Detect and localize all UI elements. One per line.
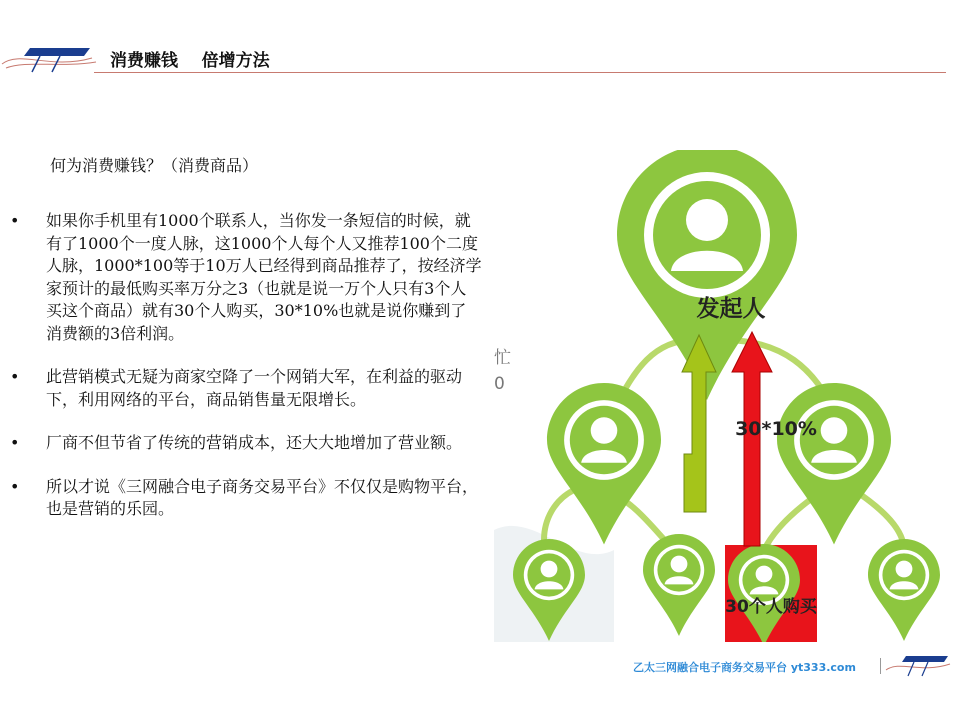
referral-pin-icon xyxy=(777,383,891,545)
bullet-marker: • xyxy=(10,476,20,496)
intro-question: 何为消费赚钱？（消费商品） xyxy=(50,156,259,175)
bullet-text: 厂商不但节省了传统的营销成本，还大大地增加了营业额。 xyxy=(46,433,463,452)
list-item xyxy=(10,476,482,521)
company-logo-icon xyxy=(0,40,100,74)
list-item xyxy=(10,210,482,345)
bullet-marker: • xyxy=(10,433,20,452)
bullet-text: 如果你手机里有1000个联系人，当你发一条短信的时候，就有了1000个一度人脉，这1000个人每个人又推荐100个二度人脉，1000*100等于10万人已经得到商品推荐了，按经济学家预计的最低购买率万分之3（也就是说一万个人只有3个人买这个商品）就有30个人购买，30*10%也就是说你赚到了消费额的3倍利润。 xyxy=(46,211,482,343)
footer-brand-text: 乙太三网融合电子商务交易平台 yt333.com xyxy=(633,661,856,674)
initiator-label: 发起人 xyxy=(696,296,766,322)
header-divider xyxy=(94,72,946,73)
list-item xyxy=(10,366,482,411)
rate-label: 30*10% xyxy=(735,418,817,440)
footer-divider xyxy=(880,658,881,674)
footer-logo-icon xyxy=(884,650,954,680)
bullet-text: 所以才说《三网融合电子商务交易平台》不仅仅是购物平台，也是营销的乐园。 xyxy=(46,476,479,518)
bullet-text: 此营销模式无疑为商家空降了一个网销大军，在利益的驱动下，利用网络的平台，商品销售量无限增长。 xyxy=(46,367,463,409)
buyer-pin-icon xyxy=(868,539,940,641)
buyers-label: 30个人购买 xyxy=(725,597,817,617)
referral-pyramid-figure xyxy=(494,150,960,642)
bullet-marker: • xyxy=(10,367,20,386)
bullet-list xyxy=(10,210,482,542)
bullet-marker: • xyxy=(10,211,20,230)
page-title: 消费赚钱 倍增方法 xyxy=(110,51,270,71)
stray-text: 忙 0 xyxy=(494,348,511,394)
growth-arrow-icon xyxy=(682,335,716,512)
list-item xyxy=(10,432,482,455)
buyer-pin-icon xyxy=(643,534,715,636)
